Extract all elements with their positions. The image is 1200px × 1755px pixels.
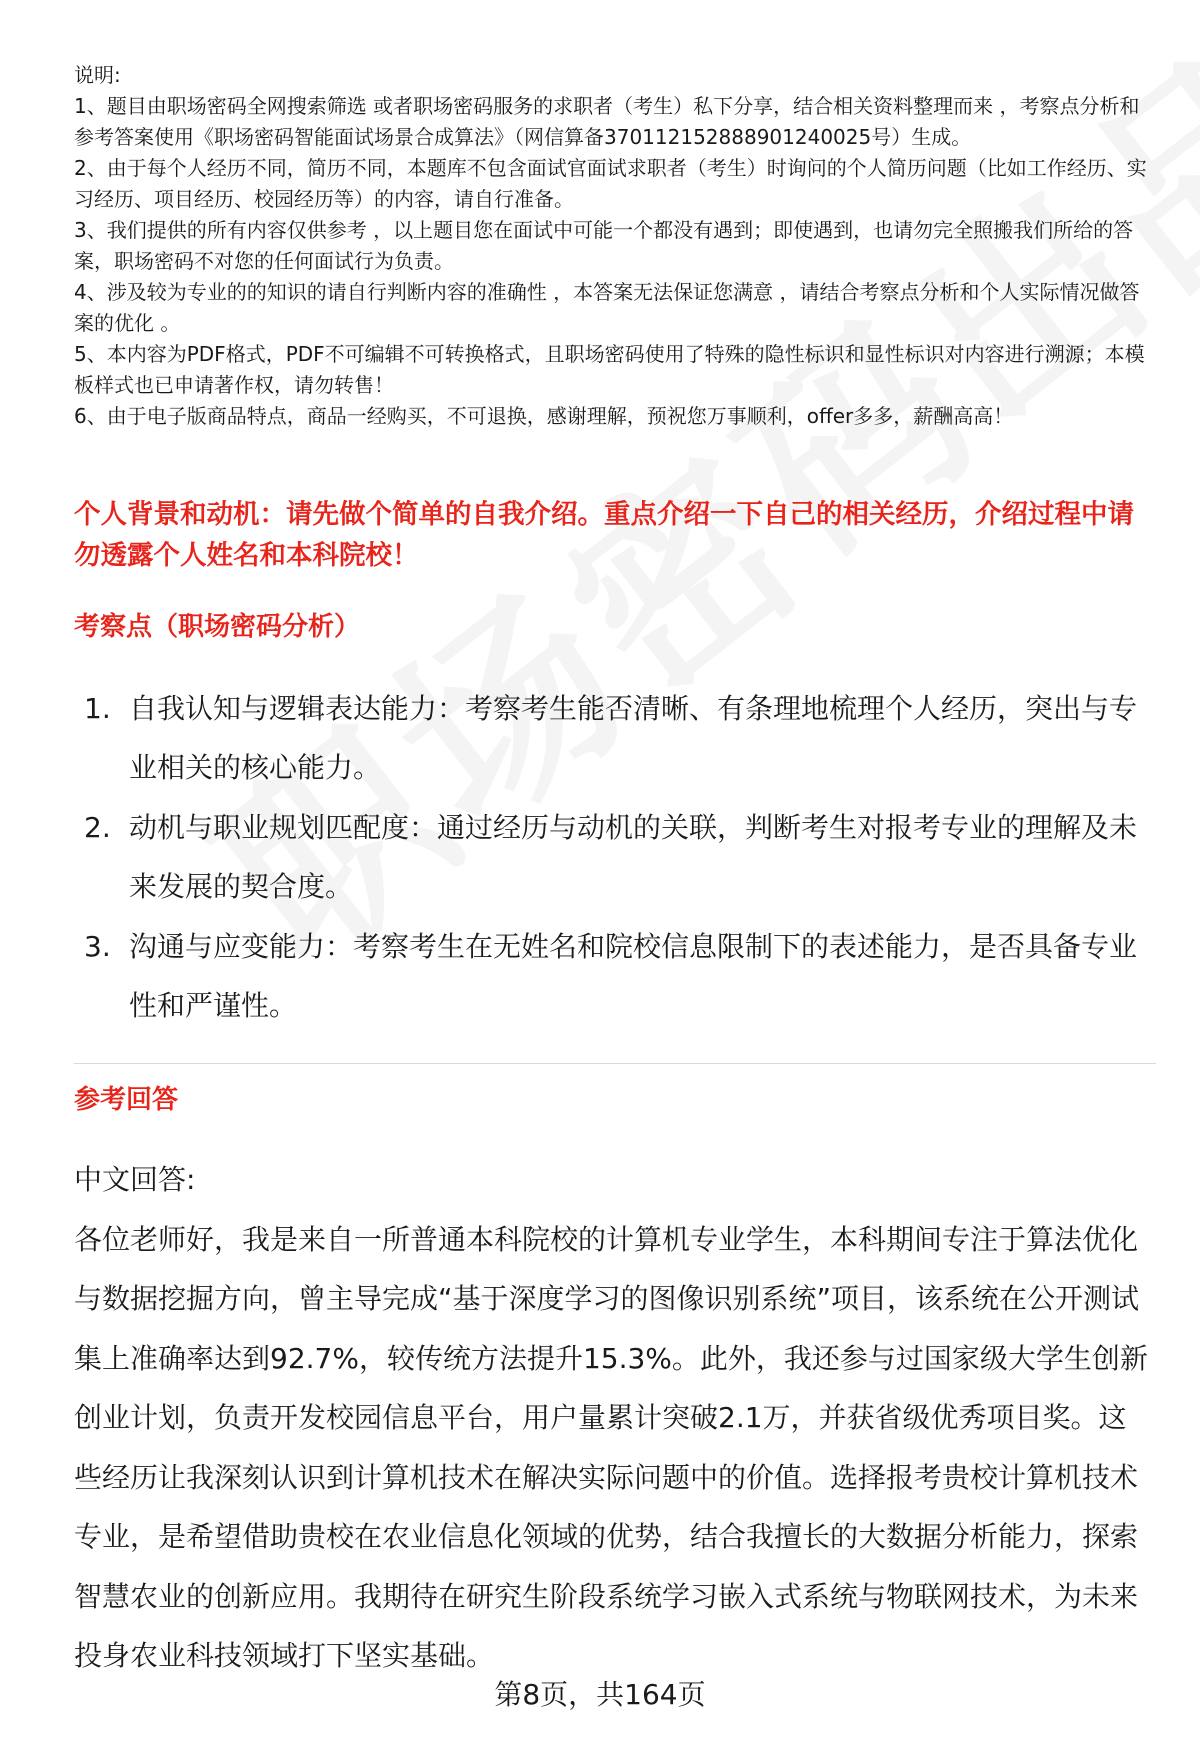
answer-body: 各位老师好，我是来自一所普通本科院校的计算机专业学生，本科期间专注于算法优化与数据挖掘方向，曾主导完成“基于深度学习的图像识别系统”项目，该系统在公开测试集上准确率达到92.7%，较传统方法提升15.3%。此外，我还参与过国家级大学生创新创业计划，负责开发校园信息平台，用户量累计突破2.1万，并获省级优秀项目奖。这些经历让我深刻认识到计算机技术在解决实际问题中的价值。选择报考贵校计算机技术专业，是希望借助贵校在农业信息化领域的优势，结合我擅长的大数据分析能力，探索智慧农业的创新应用。我期待在研究生阶段系统学习嵌入式系统与物联网技术，为未来投身农业科技领域打下坚实基础。 (74, 1222, 1148, 1672)
notes-title: 说明: (74, 63, 121, 87)
notes-section (74, 60, 1154, 432)
answer-label: 中文回答: (74, 1163, 196, 1196)
list-item-text: 沟通与应变能力：考察考生在无姓名和院校信息限制下的表述能力，是否具备专业性和严谨性。 (129, 930, 1138, 1022)
list-item-text: 自我认知与逻辑表达能力：考察考生能否清晰、有条理地梳理个人经历，突出与专业相关的核心能力。 (129, 692, 1138, 784)
analysis-points (84, 680, 1154, 1037)
list-item-number: 1. (84, 692, 111, 725)
list-item-text: 动机与职业规划匹配度：通过经历与动机的关联，判断考生对报考专业的理解及未来发展的契合度。 (129, 811, 1138, 903)
analysis-heading: 考察点（职场密码分析） (74, 612, 361, 642)
notes-item: 2、由于每个人经历不同，简历不同，本题库不包含面试官面试求职者（考生）时询问的个人简历问题（比如工作经历、实习经历、项目经历、校园经历等）的内容，请自行准备。 (74, 156, 1147, 211)
notes-item: 3、我们提供的所有内容仅供参考 ，以上题目您在面试中可能一个都没有遇到；即使遇到，也请勿完全照搬我们所给的答案，职场密码不对您的任何面试行为负责。 (74, 218, 1134, 273)
list-item (84, 918, 1154, 1035)
list-item (84, 680, 1154, 797)
notes-item: 5、本内容为PDF格式，PDF不可编辑不可转换格式，且职场密码使用了特殊的隐性标识和显性标识对内容进行溯源；本模板样式也已申请著作权，请勿转售！ (74, 342, 1145, 397)
notes-item: 4、涉及较为专业的的知识的请自行判断内容的准确性 ，本答案无法保证您满意 ，请结合考察点分析和个人实际情况做答案的优化 。 (74, 280, 1140, 335)
page-number: 第8页，共164页 (494, 1678, 706, 1711)
list-item (84, 799, 1154, 916)
notes-item: 1、题目由职场密码全网搜索筛选 或者职场密码服务的求职者（考生）私下分享，结合相关资料整理而来 ，考察点分析和参考答案使用《职场密码智能面试场景合成算法》（网信算备370112152888901240025号）生成。 (74, 94, 1140, 149)
notes-item: 6、由于电子版商品特点，商品一经购买，不可退换，感谢理解，预祝您万事顺利，offer多多，薪酬高高！ (74, 404, 1014, 428)
reference-answer (74, 1150, 1154, 1686)
list-item-number: 2. (84, 811, 111, 844)
section-divider (74, 1063, 1156, 1064)
interview-question: 个人背景和动机：请先做个简单的自我介绍。重点介绍一下自己的相关经历，介绍过程中请勿透露个人姓名和本科院校！ (74, 499, 1134, 571)
list-item-number: 3. (84, 930, 111, 963)
reference-heading: 参考回答 (74, 1085, 179, 1115)
